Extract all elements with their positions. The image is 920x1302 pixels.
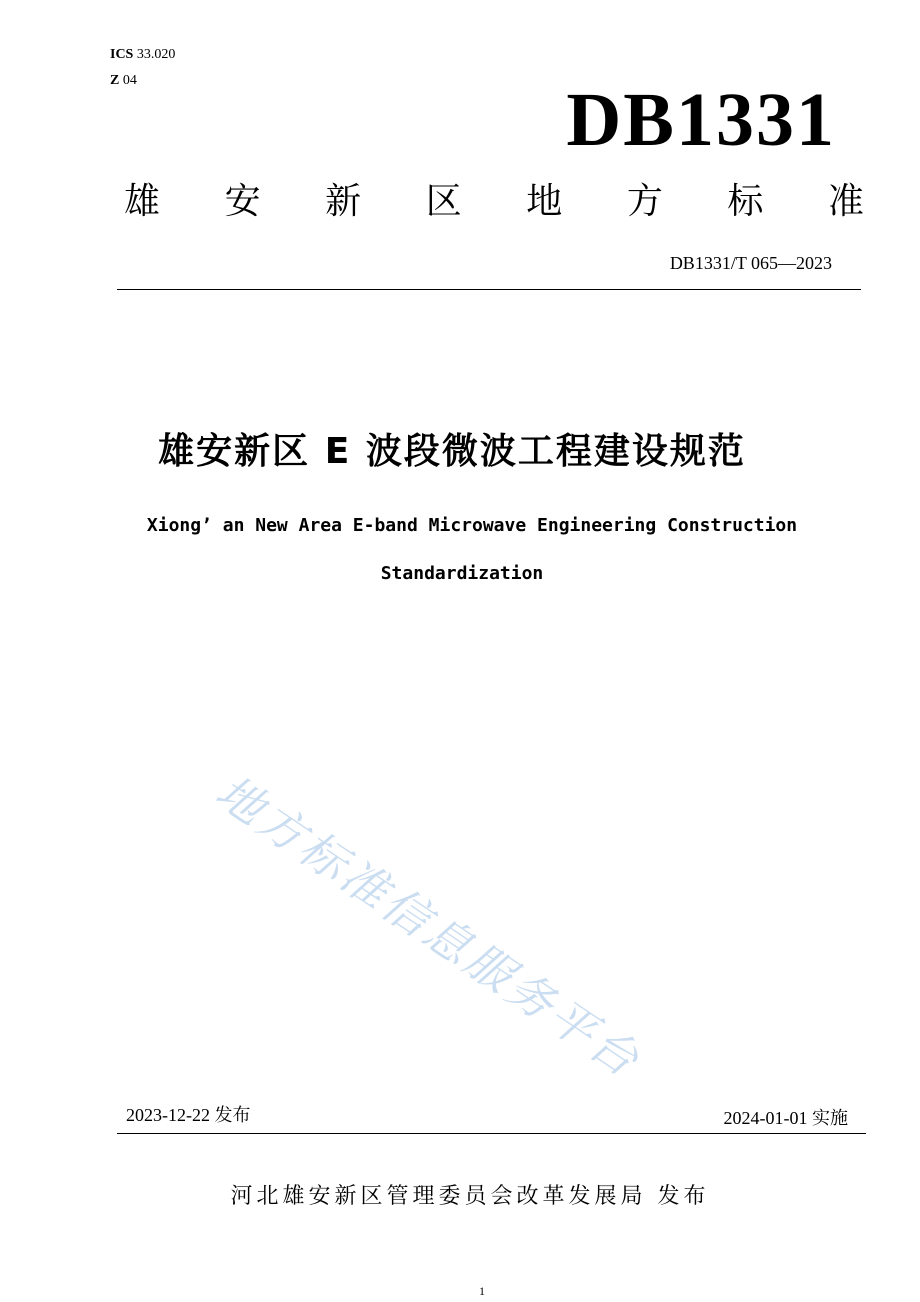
watermark-text: 地方标准信息服务平台 <box>206 764 652 1089</box>
standard-type-char: 准 <box>827 181 864 222</box>
bottom-divider <box>117 1133 866 1134</box>
title-chinese <box>0 428 920 476</box>
ics-code <box>110 46 175 64</box>
category-label: Z <box>110 73 120 88</box>
standard-type-char: 雄 <box>124 181 161 222</box>
standard-type-char: 地 <box>526 181 563 222</box>
ics-label: ICS <box>110 47 134 62</box>
page-number: 1 <box>479 1284 485 1298</box>
implementation-date: 2024-01-01 实施 <box>723 1108 848 1128</box>
title-english-line1: Xiong’ an New Area E-band Microwave Engineering Construction <box>146 515 798 536</box>
issue-date: 2023-12-22 发布 <box>126 1105 251 1125</box>
standard-type-char: 方 <box>626 181 663 222</box>
standard-type-char: 安 <box>224 181 261 222</box>
ics-value: 33.020 <box>136 47 176 62</box>
title-chinese-text: 雄安新区 E 波段微波工程建设规范 <box>158 431 746 472</box>
category-value: 04 <box>122 73 137 88</box>
category-code <box>110 72 137 90</box>
watermark <box>206 764 796 1105</box>
db-logo: DB1331 <box>566 78 836 162</box>
standard-type-char: 区 <box>425 181 462 222</box>
publisher: 河北雄安新区管理委员会改革发展局 发布 <box>230 1184 710 1209</box>
standard-type <box>124 180 864 224</box>
standard-number: DB1331/T 065—2023 <box>669 253 832 273</box>
standard-type-char: 标 <box>727 181 764 222</box>
title-english-line2: Standardization <box>380 563 544 584</box>
top-divider <box>117 289 861 290</box>
standard-type-char: 新 <box>325 181 362 222</box>
